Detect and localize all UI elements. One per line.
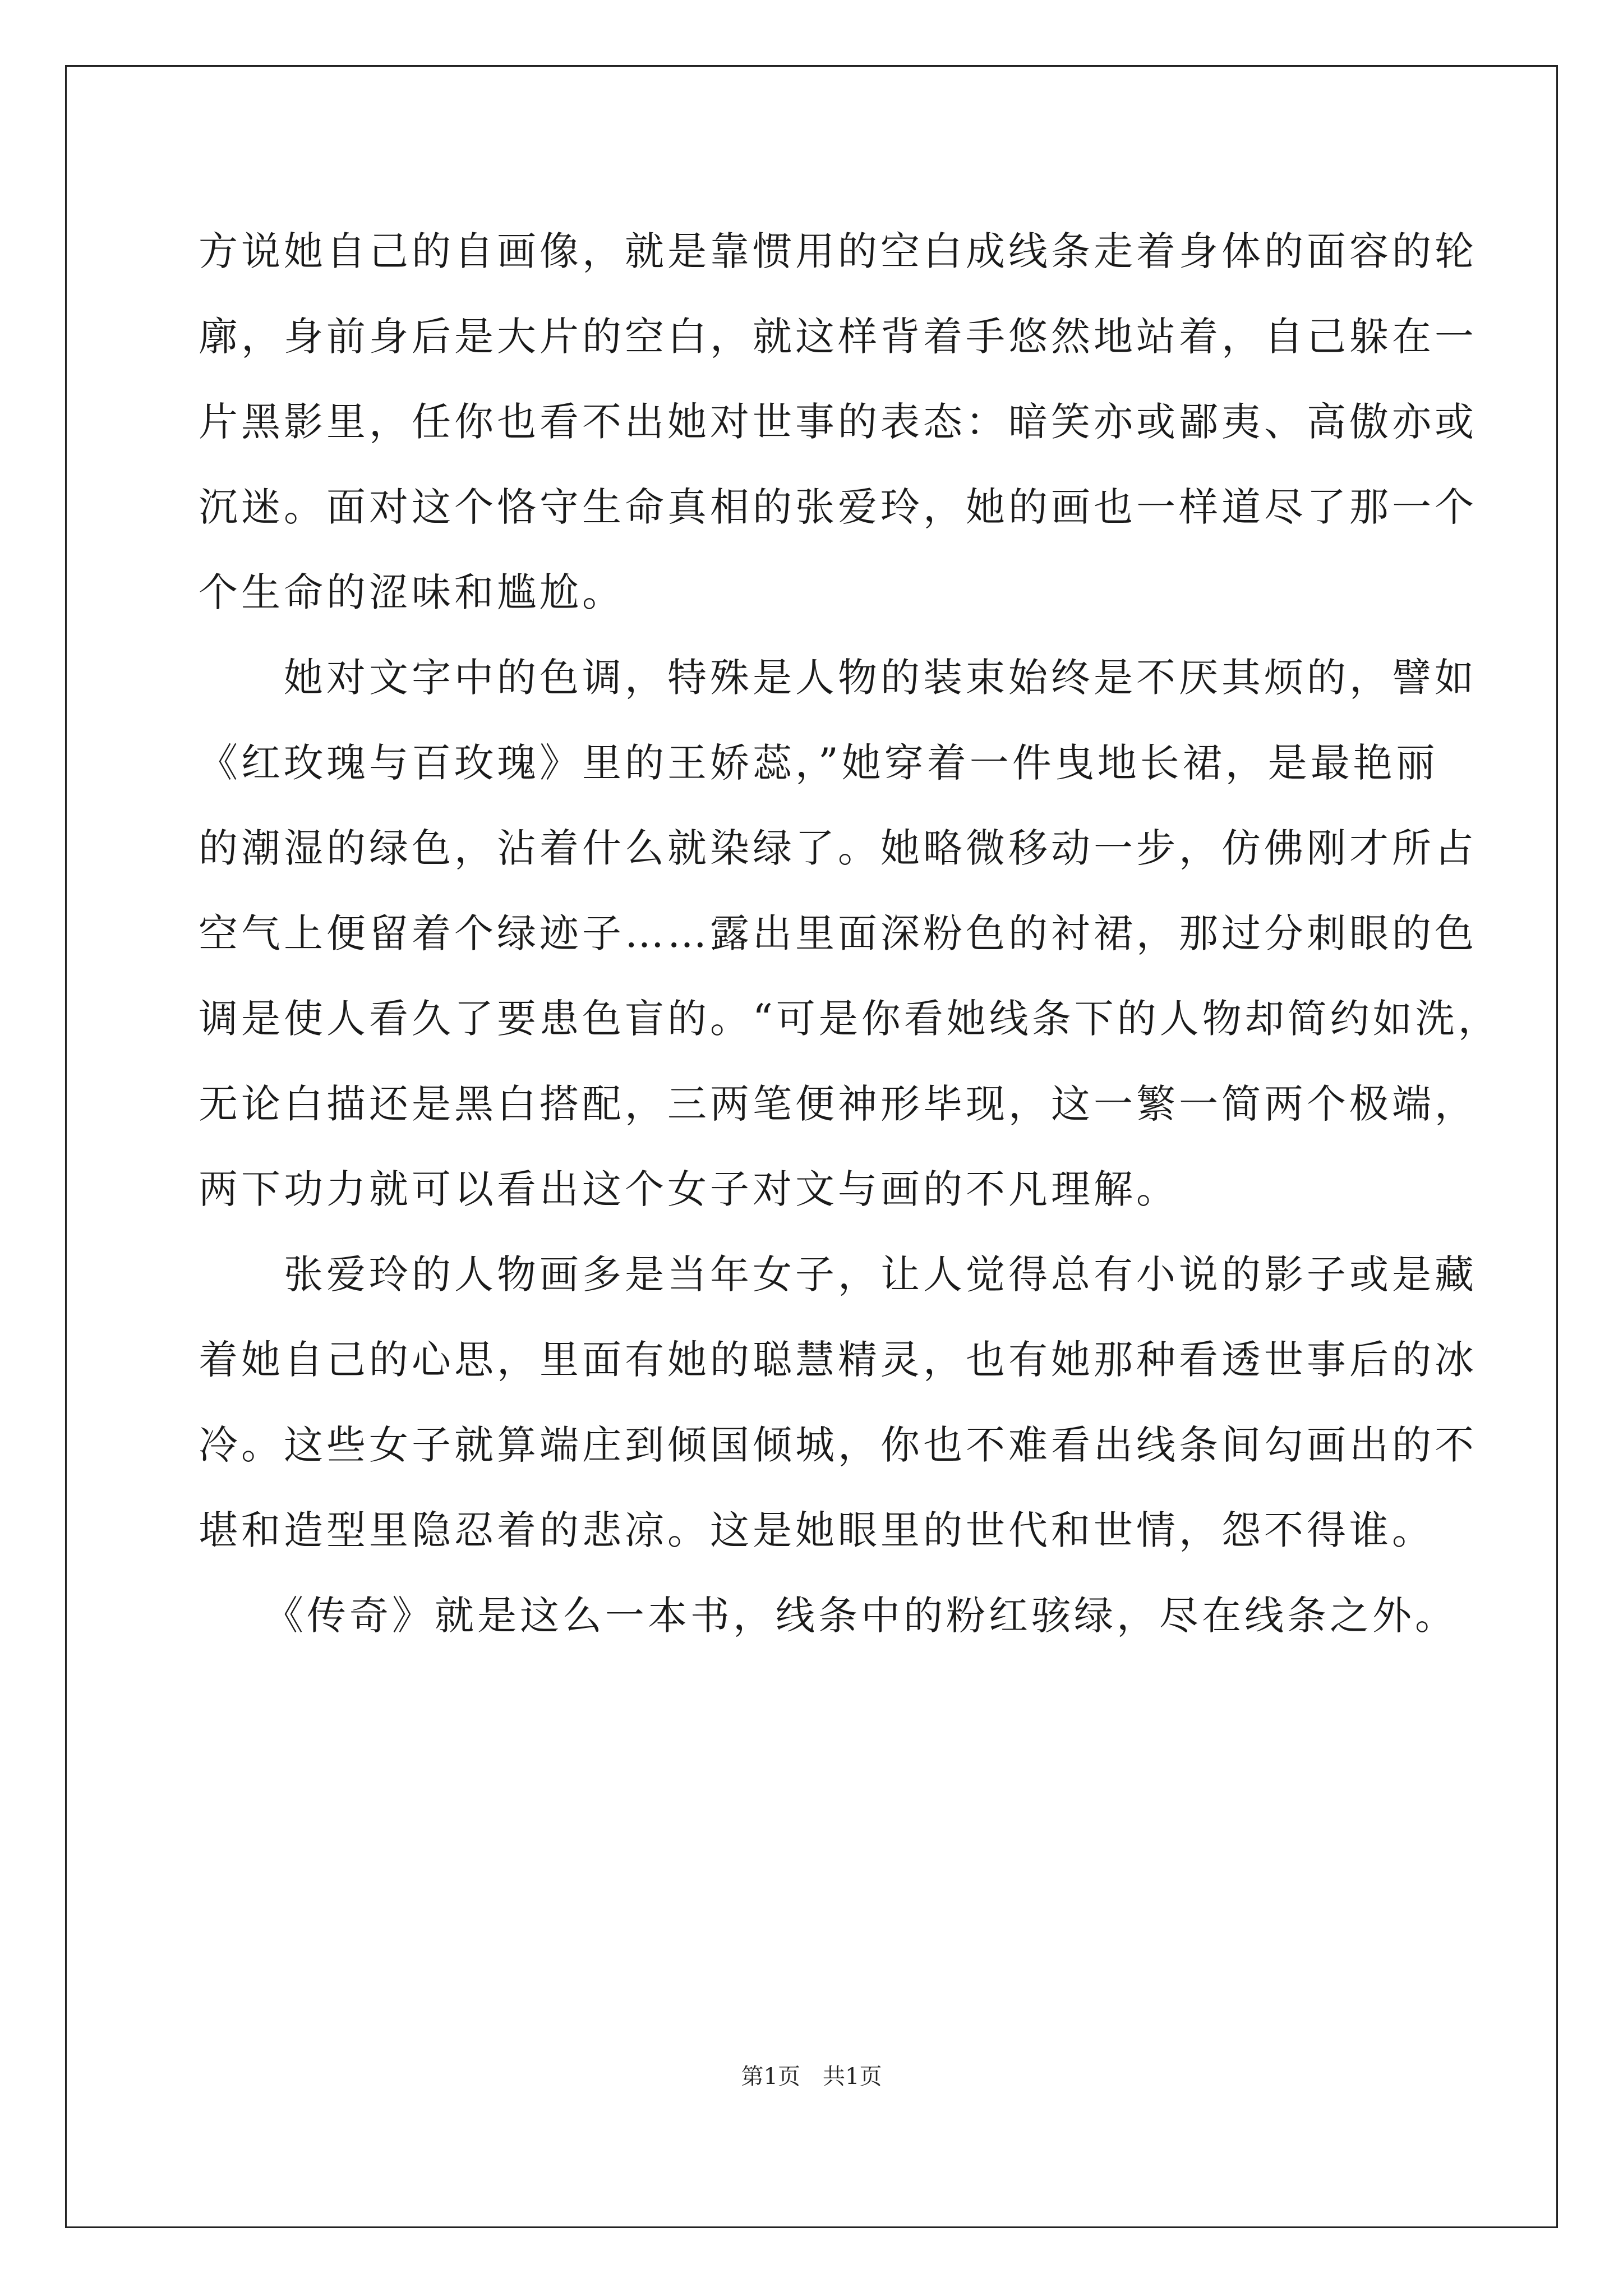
text-line: 个生命的涩味和尴尬。: [199, 569, 625, 615]
page-number-total: 共1页: [823, 2064, 882, 2090]
text-line: 《红玫瑰与百玫瑰》里的王娇蕊，”她穿着一件曳地长裙，是最艳丽: [199, 740, 1438, 786]
text-line: 冷。这些女子就算端庄到倾国倾城，你也不难看出线条间勾画出的不: [199, 1422, 1477, 1468]
text-line: 的潮湿的绿色，沾着什么就染绿了。她略微移动一步，仿佛刚才所占: [199, 825, 1477, 871]
document-body: [199, 209, 1501, 1658]
text-line: 调是使人看久了要患色盲的。“可是你看她线条下的人物却简约如洗，: [199, 996, 1501, 1042]
text-line: 堪和造型里隐忍着的悲凉。这是她眼里的世代和世情，怨不得谁。: [199, 1507, 1435, 1553]
page-footer: [0, 2060, 1623, 2093]
text-line: 空气上便留着个绿迹子……露出里面深粉色的衬裙，那过分刺眼的色: [199, 910, 1477, 956]
text-line: 片黑影里，任你也看不出她对世事的表态：暗笑亦或鄙夷、高傲亦或: [199, 399, 1477, 445]
text-line: 方说她自己的自画像，就是靠惯用的空白成线条走着身体的面容的轮: [199, 228, 1477, 274]
text-line: 无论白描还是黑白搭配，三两笔便神形毕现，这一繁一简两个极端，: [199, 1081, 1477, 1127]
text-line: 廓，身前身后是大片的空白，就这样背着手悠然地站着，自己躲在一: [199, 314, 1477, 360]
text-line: 张爱玲的人物画多是当年女子，让人觉得总有小说的影子或是藏: [199, 1251, 1477, 1297]
text-line: 沉迷。面对这个恪守生命真相的张爱玲，她的画也一样道尽了那一个: [199, 484, 1477, 530]
text-line: 《传奇》就是这么一本书，线条中的粉红骇绿，尽在线条之外。: [199, 1593, 1458, 1639]
text-line: 她对文字中的色调，特殊是人物的装束始终是不厌其烦的，譬如: [199, 655, 1477, 701]
text-line: 两下功力就可以看出这个女子对文与画的不凡理解。: [199, 1166, 1179, 1212]
page-number-current: 第1页: [741, 2064, 800, 2090]
text-line: 着她自己的心思，里面有她的聪慧精灵，也有她那种看透世事后的冰: [199, 1337, 1477, 1383]
